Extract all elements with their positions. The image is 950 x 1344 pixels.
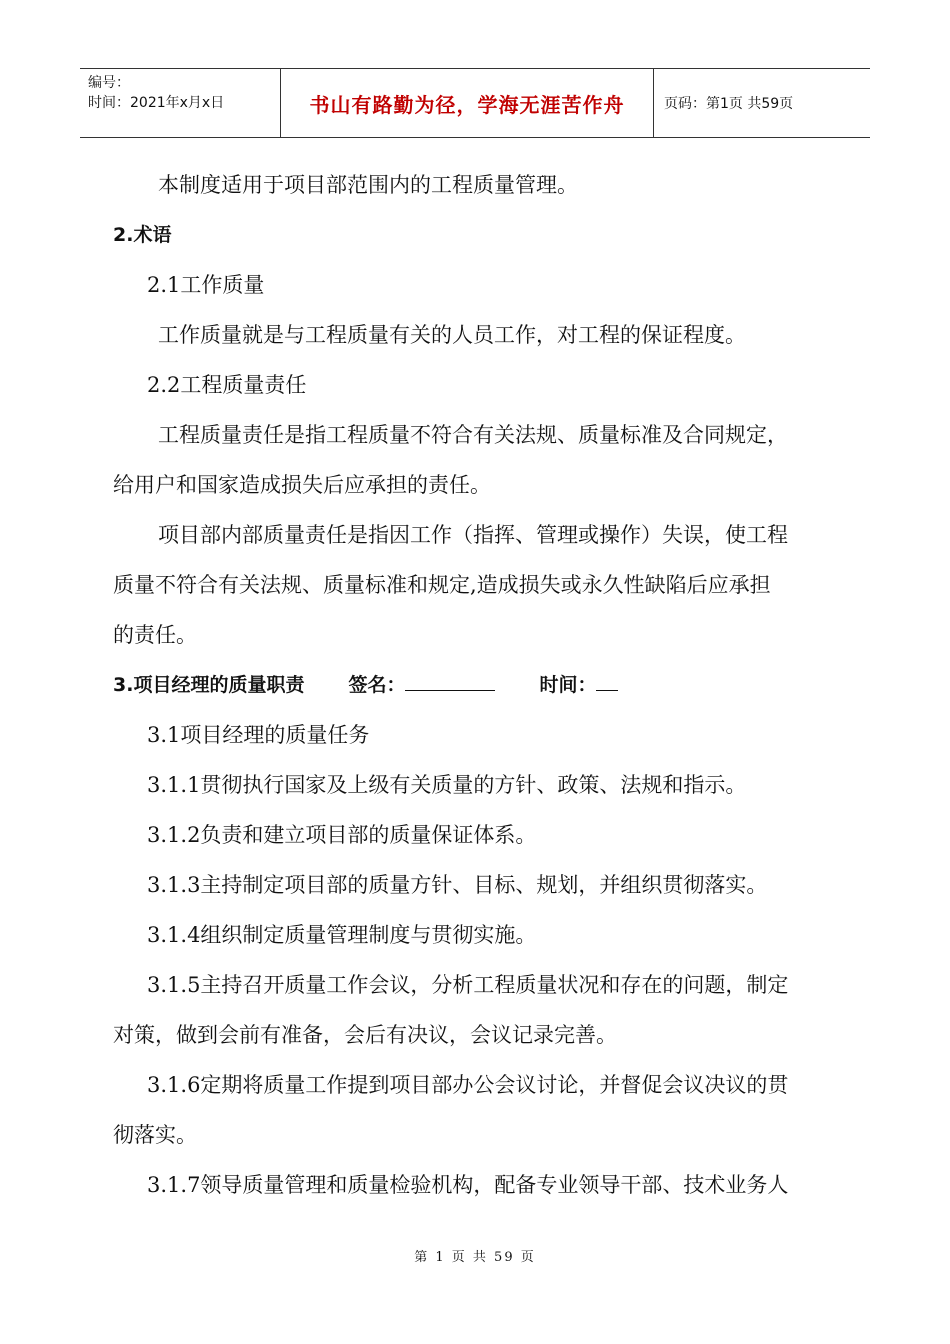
- subsection-work-quality: 2.1工作质量: [147, 273, 265, 297]
- paragraph-scope: 本制度适用于项目部范围内的工程质量管理。: [158, 173, 578, 197]
- paragraph-responsibility-1a: 工程质量责任是指工程质量不符合有关法规、质量标准及合同规定，: [158, 423, 788, 447]
- paragraph-responsibility-2a: 项目部内部质量责任是指因工作（指挥、管理或操作）失误，使工程: [158, 523, 788, 547]
- time-label: 时间：: [539, 674, 597, 696]
- sign-label: 签名：: [348, 674, 406, 696]
- doc-time-label: 时间：2021年x月x日: [88, 95, 225, 111]
- item-3-1-3: 3.1.3主持制定项目部的质量方针、目标、规划，并组织贯彻落实。: [147, 873, 768, 897]
- paragraph-responsibility-1b: 给用户和国家造成损失后应承担的责任。: [113, 473, 491, 497]
- item-3-1-6a: 3.1.6定期将质量工作提到项目部办公会议讨论，并督促会议决议的贯: [147, 1073, 789, 1097]
- item-3-1-2: 3.1.2负责和建立项目部的质量保证体系。: [147, 823, 537, 847]
- document-body: [113, 160, 838, 1210]
- section-heading-terms: 2.术语: [113, 224, 172, 246]
- doc-number-label: 编号：: [88, 75, 130, 91]
- subsection-quality-responsibility: 2.2工程质量责任: [147, 373, 307, 397]
- item-3-1-1: 3.1.1贯彻执行国家及上级有关质量的方针、政策、法规和指示。: [147, 773, 747, 797]
- sign-blank[interactable]: [405, 668, 495, 691]
- page-footer: 第 1 页 共 59 页: [414, 1250, 536, 1265]
- item-3-1-6b: 彻落实。: [113, 1123, 197, 1147]
- header-motto: 书山有路勤为径，学海无涯苦作舟: [280, 69, 654, 137]
- header-page-info: 页码：第1页 共59页: [664, 96, 794, 112]
- subsection-pm-tasks: 3.1项目经理的质量任务: [147, 723, 370, 747]
- item-3-1-7a: 3.1.7领导质量管理和质量检验机构，配备专业领导干部、技术业务人: [147, 1173, 789, 1197]
- header-meta: [80, 69, 280, 137]
- time-blank[interactable]: [596, 668, 618, 691]
- pm-duties-title: 3.项目经理的质量职责: [113, 674, 305, 696]
- paragraph-responsibility-2b: 质量不符合有关法规、质量标准和规定,造成损失或永久性缺陷后应承担: [113, 573, 771, 597]
- page-header: [80, 68, 870, 138]
- paragraph-responsibility-2c: 的责任。: [113, 623, 197, 647]
- paragraph-work-quality: 工作质量就是与工程质量有关的人员工作，对工程的保证程度。: [158, 323, 746, 347]
- item-3-1-5b: 对策，做到会前有准备，会后有决议，会议记录完善。: [113, 1023, 617, 1047]
- item-3-1-4: 3.1.4组织制定质量管理制度与贯彻实施。: [147, 923, 537, 947]
- section-heading-pm-duties: [113, 660, 838, 710]
- item-3-1-5a: 3.1.5主持召开质量工作会议，分析工程质量状况和存在的问题，制定: [147, 973, 789, 997]
